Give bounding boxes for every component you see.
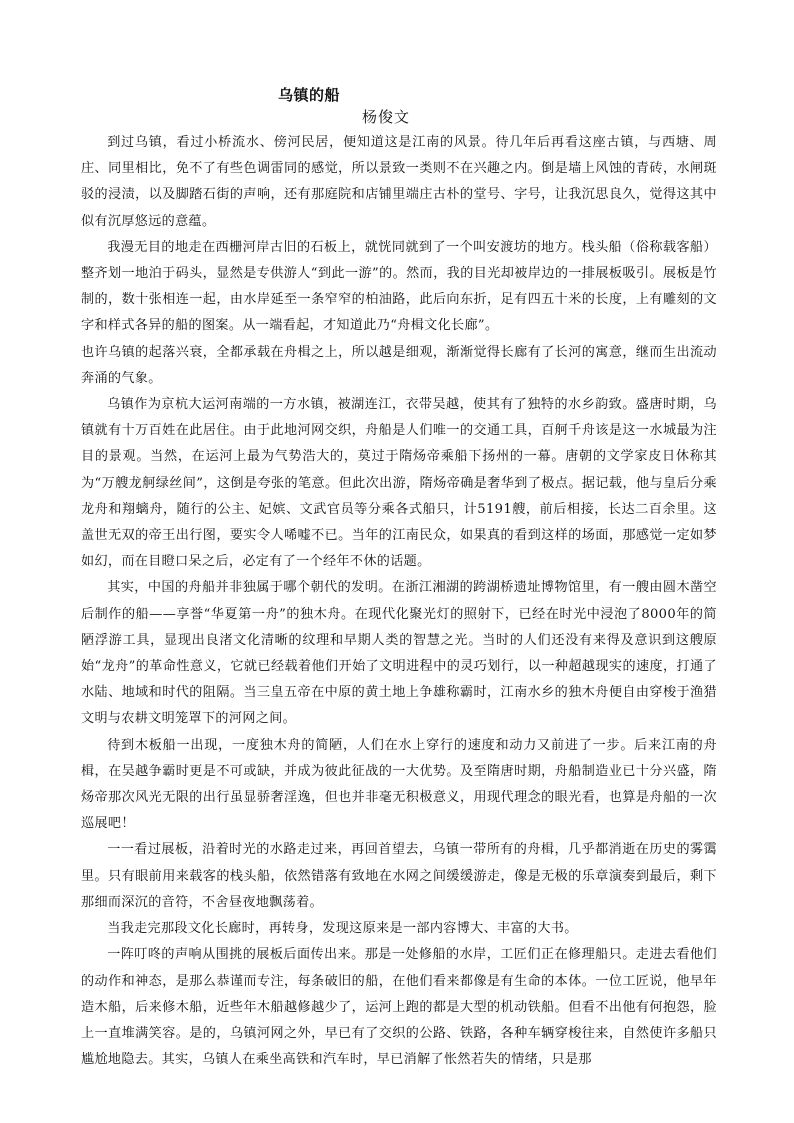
paragraph: 其实，中国的舟船并非独属于哪个朝代的发明。在浙江湘湖的跨湖桥遗址博物馆里，有一艘由圆木凿空后制作的船——享誉“华夏第一舟”的独木舟。在现代化聚光灯的照射下，已经在时光中浸泡了8000年的简陋浮游工具，显现出良渚文化清晰的纹理和早期人类的智慧之光。当时的人们还没有来得及意识到这艘原始“龙舟”的革命性意义，它就已经载着他们开始了文明进程中的灵巧划行，以一种超越现实的速度，打通了水陆、地域和时代的阻隔。当三皇五帝在中原的黄土地上争雄称霸时，江南水乡的独木舟便自由穿梭于渔猎文明与农耕文明笼罩下的河网之间。 xyxy=(81,580,717,727)
article-body xyxy=(81,130,717,1073)
paragraph: 一一看过展板，沿着时光的水路走过来，再回首望去，乌镇一带所有的舟楫，几乎都消逝在历史的雾霭里。只有眼前用来载客的栈头船，依然错落有致地在水网之间缓缓游走，像是无极的乐章演奏到最后，剩下那细而深沉的音符，不舍昼夜地飘荡着。 xyxy=(81,842,717,910)
article-author: 杨俊文 xyxy=(362,108,411,126)
paragraph: 一阵叮咚的声响从围挑的展板后面传出来。那是一处修船的水岸，工匠们正在修理船只。走进去看他们的动作和神态，是那么恭谨而专注，每条破旧的船，在他们看来都像是有生命的本体。一位工匠说，他早年造木船，后来修木船，近些年木船越修越少了，运河上跑的都是大型的机动铁船。但看不出他有何抱怨，脸上一直堆满笑容。是的，乌镇河网之外，早已有了交织的公路、铁路，各种车辆穿梭往来，自然使许多船只尴尬地隐去。其实，乌镇人在乘坐高铁和汽车时，早已消解了怅然若失的情绪，只是那 xyxy=(81,947,717,1068)
paragraph: 当我走完那段文化长廊时，再转身，发现这原来是一部内容博大、丰富的大书。 xyxy=(107,921,578,937)
paragraph: 乌镇作为京杭大运河南端的一方水镇，被湖连江，衣带吴越，使其有了独特的水乡韵致。盛唐时期，乌镇就有十万百姓在此居住。由于此地河网交织，舟船是人们唯一的交通工具，百舸千舟该是这一水城最为注目的景观。当然，在运河上最为气势浩大的，莫过于隋炀帝乘船下扬州的一幕。唐朝的文学家皮日休称其为“万艘龙舸绿丝间”，这倒是夸张的笔意。但此次出游，隋炀帝确是奢华到了极点。据记载，他与皇后分乘龙舟和翔螭舟，随行的公主、妃嫔、文武官员等分乘各式船只，计5191艘，前后相接，长达二百余里。这盖世无双的帝王出行图，要实令人唏嘘不已。当年的江南民众，如果真的看到这样的场面，那感觉一定如梦如幻，而在目瞪口呆之后，必定有了一个经年不休的话题。 xyxy=(81,397,717,570)
article-title: 乌镇的船 xyxy=(278,86,341,104)
paragraph: 待到木板船一出现，一度独木舟的简陋，人们在水上穿行的速度和动力又前进了一步。后来江南的舟楫，在吴越争霸时更是不可或缺，并成为彼此征战的一大优势。及至隋唐时期，舟船制造业已十分兴盛，隋炀帝那次风光无限的出行虽显骄奢淫逸，但也并非毫无积极意义，用现代理念的眼光看，也算是舟船的一次巡展吧！ xyxy=(81,737,717,832)
paragraph: 也许乌镇的起落兴衰，全都承载在舟楫之上，所以越是细观，渐渐觉得长廊有了长河的寓意，继而生出流动奔涌的气象。 xyxy=(81,344,717,386)
paragraph: 我漫无目的地走在西栅河岸古旧的石板上，就恍同就到了一个叫安渡坊的地方。栈头船（俗称载客船）整齐划一地泊于码头，显然是专供游人“到此一游”的。然而，我的目光却被岸边的一排展板吸引。展板是竹制的，数十张相连一起，由水岸延至一条窄窄的柏油路，此后向东折，足有四五十米的长度，上有雕刻的文字和样式各异的船的图案。从一端看起，才知道此乃“舟楫文化长廊”。 xyxy=(81,239,717,334)
paragraph: 到过乌镇，看过小桥流水、傍河民居，便知道这是江南的风景。待几年后再看这座古镇，与西塘、周庄、同里相比，免不了有些色调雷同的感觉，所以景致一类则不在兴趣之内。倒是墙上风蚀的青砖，水闸斑驳的浸渍，以及脚踏石街的声响，还有那庭院和店铺里端庄古朴的堂号、字号，让我沉思良久，觉得这其中似有沉厚悠远的意蕴。 xyxy=(81,135,717,229)
